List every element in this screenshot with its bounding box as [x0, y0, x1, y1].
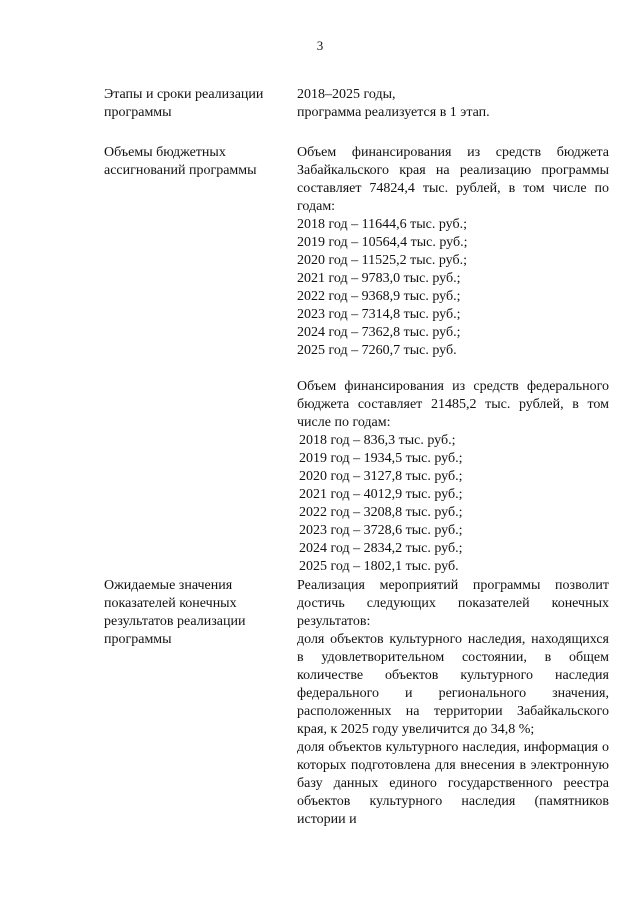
row-budget: [104, 144, 609, 577]
regional-intro: Объем финансирования из средств бюджета Забайкальского края на реализацию программы составляет 74824,4 тыс. рублей, в том числе по годам:: [297, 145, 609, 214]
regional-year-item: 2019 год – 10564,4 тыс. руб.;: [297, 235, 468, 250]
row-label-results: Ожидаемые значения показателей конечных результатов реализации программы: [104, 578, 246, 647]
indicator-paragraph: доля объектов культурного наследия, находящихся в удовлетворительном состоянии, в общем количестве объектов культурного наследия федерального и регионального значения, расположенных на территории Забайкальского края, к 2025 году увеличится до 34,8 %;: [297, 632, 609, 737]
row-label-stages: Этапы и сроки реализации программы: [104, 87, 264, 120]
results-value: [297, 577, 609, 829]
regional-year-item: 2022 год – 9368,9 тыс. руб.;: [297, 289, 461, 304]
row-results: [104, 577, 609, 829]
regional-years-list: [297, 216, 609, 360]
regional-year-item: 2025 год – 7260,7 тыс. руб.: [297, 343, 457, 358]
federal-intro: Объем финансирования из средств федерального бюджета составляет 21485,2 тыс. рублей, в том числе по годам:: [297, 379, 609, 430]
federal-year-item: 2023 год – 3728,6 тыс. руб.;: [299, 523, 463, 538]
regional-year-item: 2023 год – 7314,8 тыс. руб.;: [297, 307, 461, 322]
stages-line: 2018–2025 годы,: [297, 87, 396, 102]
federal-years-list: [297, 432, 609, 576]
federal-year-item: 2025 год – 1802,1 тыс. руб.: [299, 559, 459, 574]
row-stages: [104, 86, 609, 144]
federal-year-item: 2020 год – 3127,8 тыс. руб.;: [299, 469, 463, 484]
budget-value: [297, 144, 609, 577]
passport-table: [104, 86, 609, 829]
federal-year-item: 2019 год – 1934,5 тыс. руб.;: [299, 451, 463, 466]
regional-year-item: 2024 год – 7362,8 тыс. руб.;: [297, 325, 461, 340]
regional-year-item: 2020 год – 11525,2 тыс. руб.;: [297, 253, 467, 268]
federal-year-item: 2021 год – 4012,9 тыс. руб.;: [299, 487, 463, 502]
regional-year-item: 2021 год – 9783,0 тыс. руб.;: [297, 271, 461, 286]
federal-year-item: 2022 год – 3208,8 тыс. руб.;: [299, 505, 463, 520]
row-label-budget: Объемы бюджетных ассигнований программы: [104, 145, 257, 178]
federal-year-item: 2018 год – 836,3 тыс. руб.;: [299, 433, 456, 448]
indicator-paragraph: доля объектов культурного наследия, информация о которых подготовлена для внесения в электронную базу данных единого государственного реестра объектов культурного наследия (памятников истории и: [297, 740, 609, 827]
regional-year-item: 2018 год – 11644,6 тыс. руб.;: [297, 217, 467, 232]
stages-line: программа реализуется в 1 этап.: [297, 105, 490, 120]
page-number: 3: [316, 38, 324, 53]
stages-value: [297, 86, 609, 144]
federal-year-item: 2024 год – 2834,2 тыс. руб.;: [299, 541, 463, 556]
results-intro: Реализация мероприятий программы позволит достичь следующих показателей конечных результатов:: [297, 578, 609, 629]
